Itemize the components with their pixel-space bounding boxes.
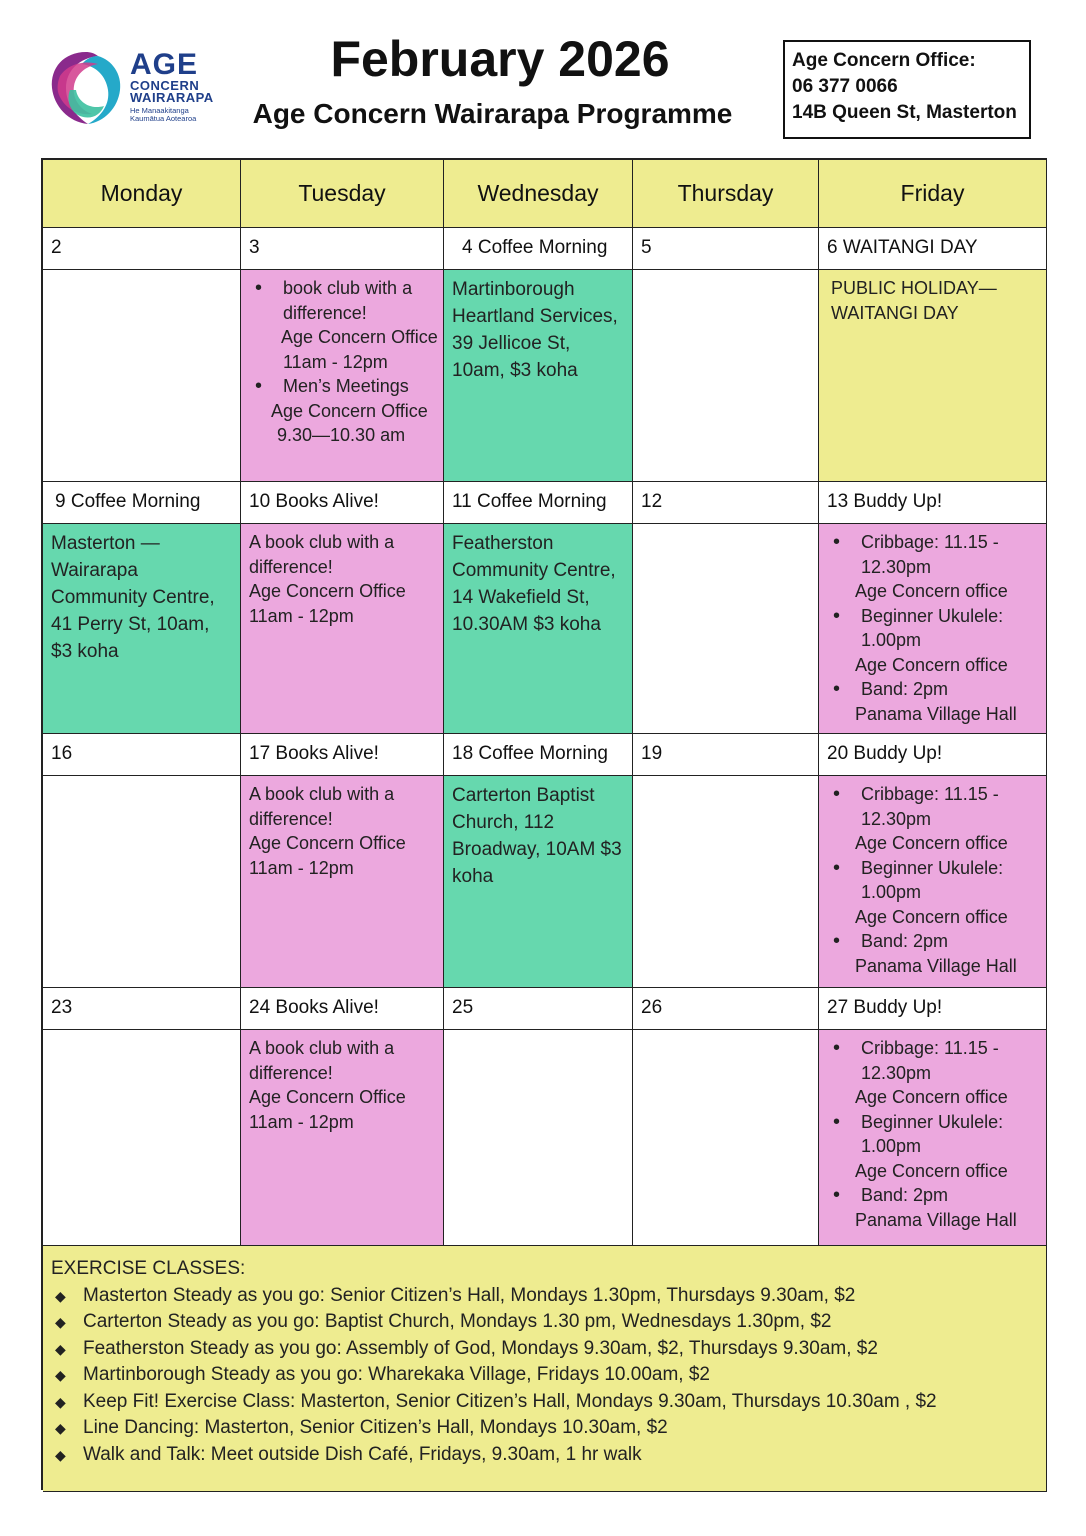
date-cell: 19 <box>633 734 819 776</box>
logo-age-text: AGE <box>130 48 199 81</box>
diamond-bullet-icon: ◆ <box>55 1314 66 1330</box>
list-item <box>827 604 1042 678</box>
age-concern-logo <box>46 46 216 130</box>
diamond-bullet-icon: ◆ <box>55 1287 66 1304</box>
date-cell: 6 WAITANGI DAY <box>819 228 1047 270</box>
logo-concern-text: CONCERN <box>130 78 200 93</box>
event-cell-empty <box>633 1030 819 1246</box>
date-cell: 27 Buddy Up! <box>819 988 1047 1030</box>
event-cell-empty <box>43 1030 241 1246</box>
event-title: Men’s Meetings <box>283 376 409 396</box>
event-title: Beginner Ukulele: 1.00pm <box>861 1111 1004 1156</box>
event-title: Beginner Ukulele: 1.00pm <box>861 605 1004 650</box>
event-cell-friday <box>819 524 1047 734</box>
list-item <box>827 856 1042 930</box>
list-item: ◆ Walk and Talk: Meet outside Dish Café, Fridays, 9.30am, 1 hr walk <box>51 1442 1046 1469</box>
date-cell: 18 Coffee Morning <box>444 734 633 776</box>
event-cell-friday <box>819 776 1047 988</box>
event-cell-empty <box>633 776 819 988</box>
event-title: Cribbage: 11.15 - 12.30pm <box>861 1038 999 1083</box>
list-item <box>827 677 1042 726</box>
event-title: A book club with a difference! <box>249 784 395 829</box>
list-item <box>827 929 1042 978</box>
event-cell-empty <box>43 270 241 482</box>
diamond-bullet-icon: ◆ <box>55 1393 66 1410</box>
date-cell: 4 Coffee Morning <box>444 228 633 270</box>
event-location: Age Concern Office <box>249 581 406 601</box>
list-item <box>827 1183 1042 1232</box>
event-location: Age Concern Office <box>271 400 428 421</box>
event-time: 11am - 12pm <box>249 857 354 878</box>
diamond-bullet-icon: ◆ <box>55 1340 66 1357</box>
calendar-grid <box>41 158 1047 1490</box>
event-location: Age Concern Office <box>249 833 406 853</box>
date-cell: 11 Coffee Morning <box>444 482 633 524</box>
event-title: Band: 2pm <box>861 1185 949 1205</box>
date-cell: 24 Books Alive! <box>241 988 444 1030</box>
logo-swirl-icon <box>46 46 126 130</box>
date-cell: 2 <box>43 228 241 270</box>
date-cell: 13 Buddy Up! <box>819 482 1047 524</box>
logo-wairarapa-text: WAIRARAPA <box>130 90 214 105</box>
event-title: A book club with a difference! <box>249 1038 395 1083</box>
event-location: Panama Village Hall <box>855 955 1017 976</box>
event-title: Band: 2pm <box>861 931 949 951</box>
event-time: 9.30—10.30 am <box>277 425 406 445</box>
event-cell-wednesday: Featherston Community Centre, 14 Wakefield St, 10.30AM $3 koha <box>444 524 633 734</box>
date-cell: 25 <box>444 988 633 1030</box>
page-subtitle: Age Concern Wairarapa Programme <box>252 98 733 129</box>
logo-tagline-2: Kaumātua Aotearoa <box>130 114 197 123</box>
event-title: Band: 2pm <box>861 679 949 699</box>
event-location: Age Concern office <box>855 654 1008 675</box>
event-location: Age Concern office <box>855 581 1008 601</box>
event-location: Panama Village Hall <box>855 1209 1017 1230</box>
event-location: Age Concern office <box>855 833 1008 853</box>
office-phone: 06 377 0066 <box>792 76 898 97</box>
event-cell-empty <box>43 776 241 988</box>
diamond-bullet-icon: ◆ <box>55 1446 66 1463</box>
event-cell-wednesday: Martinborough Heartland Services, 39 Jellicoe St, 10am, $3 koha <box>444 270 633 482</box>
event-cell-empty <box>633 524 819 734</box>
event-location: Panama Village Hall <box>855 703 1017 724</box>
event-title: Cribbage: 11.15 - 12.30pm <box>861 532 999 577</box>
event-cell-friday <box>819 1030 1047 1246</box>
day-header-thursday: Thursday <box>633 160 819 228</box>
date-cell: 17 Books Alive! <box>241 734 444 776</box>
date-cell: 5 <box>633 228 819 270</box>
date-cell: 9 Coffee Morning <box>43 482 241 524</box>
event-location: Age Concern office <box>855 1087 1008 1107</box>
event-cell-monday: Masterton — Wairarapa Community Centre, 41 Perry St, 10am, $3 koha <box>43 524 241 734</box>
event-cell-tuesday <box>241 524 444 734</box>
day-header-friday: Friday <box>819 160 1047 228</box>
list-item: ◆ Keep Fit! Exercise Class: Masterton, Senior Citizen’s Hall, Mondays 9.30am, Thursdays 10.30am , $2 <box>51 1389 1046 1416</box>
event-cell-wednesday: Carterton Baptist Church, 112 Broadway, 10AM $3 koha <box>444 776 633 988</box>
event-cell-empty <box>444 1030 633 1246</box>
list-item <box>827 782 1042 856</box>
list-item: ◆ Masterton Steady as you go: Senior Citizen’s Hall, Mondays 1.30pm, Thursdays 9.30am, $2 <box>51 1283 1046 1310</box>
office-address: 14B Queen St, Masterton <box>792 102 1017 123</box>
event-title: book club with a difference! <box>283 278 413 323</box>
event-title: Cribbage: 11.15 - 12.30pm <box>861 784 999 829</box>
page-title: February 2026 <box>330 31 670 87</box>
event-title: Beginner Ukulele: 1.00pm <box>861 857 1004 902</box>
office-contact-box <box>783 40 1031 139</box>
logo-tagline-1: He Manaakitanga <box>130 106 189 115</box>
event-time: 11am - 12pm <box>249 1111 354 1132</box>
event-cell-tuesday <box>241 270 444 482</box>
list-item: ◆ Martinborough Steady as you go: Wharekaka Village, Fridays 10.00am, $2 <box>51 1362 1046 1389</box>
date-cell: 10 Books Alive! <box>241 482 444 524</box>
list-item <box>249 276 439 374</box>
date-cell: 26 <box>633 988 819 1030</box>
event-cell-friday: PUBLIC HOLIDAY—WAITANGI DAY <box>819 270 1047 482</box>
list-item <box>249 374 439 448</box>
event-title: A book club with a difference! <box>249 532 395 577</box>
date-cell: 12 <box>633 482 819 524</box>
day-header-wednesday: Wednesday <box>444 160 633 228</box>
date-cell: 20 Buddy Up! <box>819 734 1047 776</box>
event-location: Age Concern office <box>855 1160 1008 1181</box>
event-cell-empty <box>633 270 819 482</box>
exercise-heading: EXERCISE CLASSES: <box>51 1258 246 1279</box>
diamond-bullet-icon: ◆ <box>55 1367 66 1383</box>
event-time: 11am - 12pm <box>283 351 388 372</box>
event-cell-tuesday <box>241 776 444 988</box>
day-header-monday: Monday <box>43 160 241 228</box>
exercise-classes-section <box>43 1246 1047 1492</box>
date-cell: 16 <box>43 734 241 776</box>
diamond-bullet-icon: ◆ <box>55 1420 66 1436</box>
event-location: Age Concern Office <box>249 1087 406 1107</box>
day-header-tuesday: Tuesday <box>241 160 444 228</box>
event-cell-tuesday <box>241 1030 444 1246</box>
date-cell: 3 <box>241 228 444 270</box>
list-item <box>827 1036 1042 1110</box>
list-item: ◆ Carterton Steady as you go: Baptist Church, Mondays 1.30 pm, Wednesdays 1.30pm, $2 <box>51 1309 1046 1336</box>
date-cell: 23 <box>43 988 241 1030</box>
list-item: ◆ Featherston Steady as you go: Assembly of God, Mondays 9.30am, $2, Thursdays 9.30am, $2 <box>51 1336 1046 1363</box>
office-label: Age Concern Office: <box>792 50 976 71</box>
list-item <box>827 530 1042 604</box>
event-time: 11am - 12pm <box>249 605 354 626</box>
event-location: Age Concern office <box>855 906 1008 927</box>
list-item: ◆ Line Dancing: Masterton, Senior Citizen’s Hall, Mondays 10.30am, $2 <box>51 1415 1046 1442</box>
event-location: Age Concern Office <box>281 327 438 347</box>
list-item <box>827 1110 1042 1184</box>
